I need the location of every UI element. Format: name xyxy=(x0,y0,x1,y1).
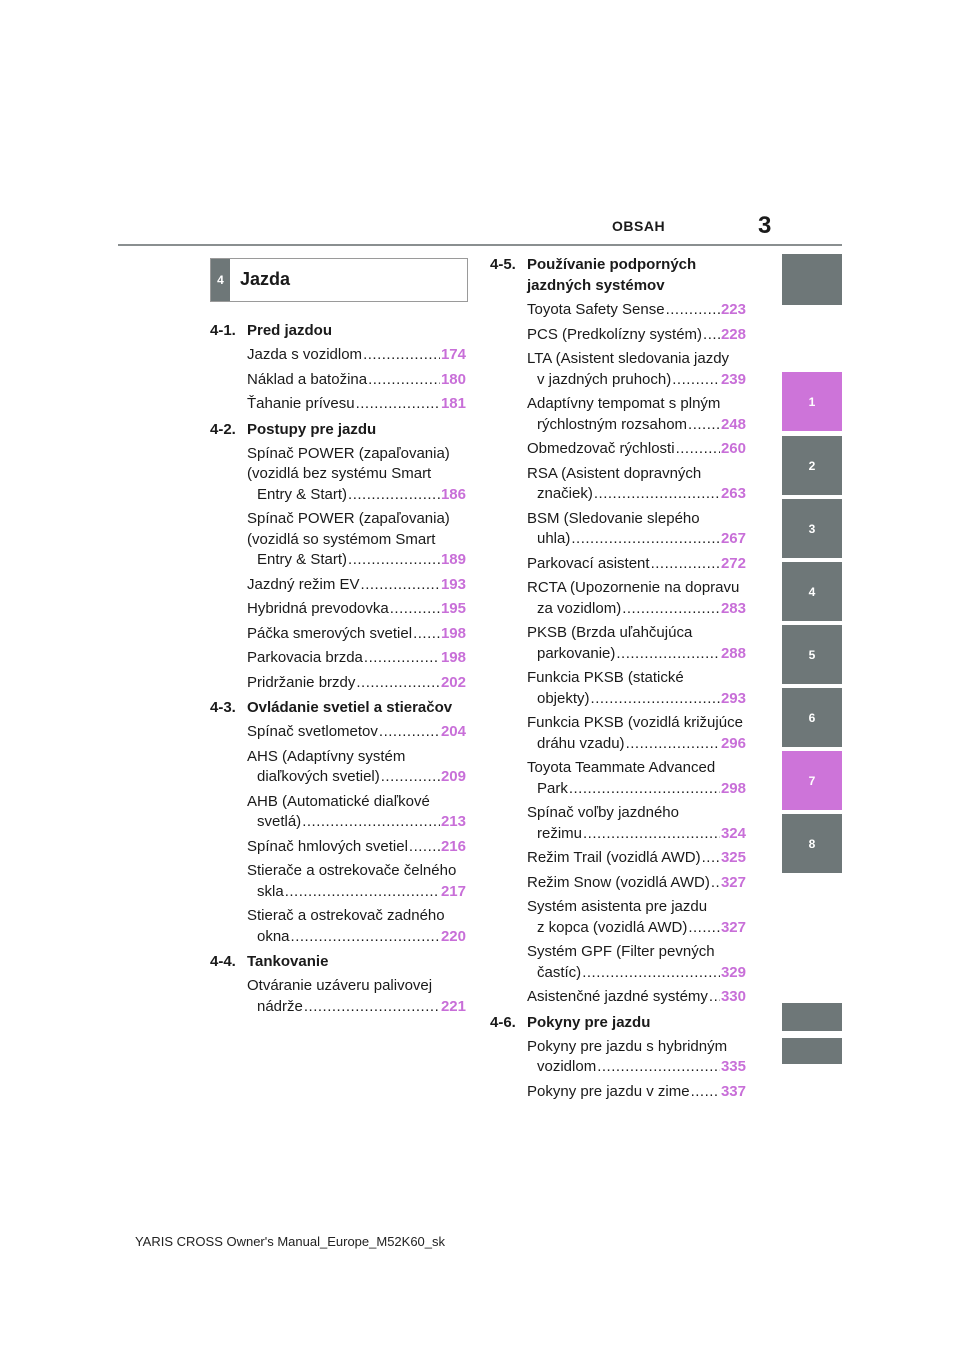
toc-entry[interactable] xyxy=(490,803,746,844)
entry-line xyxy=(527,1082,746,1103)
toc-entry[interactable] xyxy=(210,792,466,833)
toc-section xyxy=(490,254,746,296)
toc-entry[interactable] xyxy=(490,1037,746,1078)
page-link[interactable]: 180 xyxy=(440,370,466,388)
entry-text: Náklad a batožina xyxy=(247,370,368,388)
page-link[interactable]: 298 xyxy=(720,779,746,797)
toc-entry[interactable] xyxy=(210,722,466,743)
section-title: Pred jazdou xyxy=(247,322,333,339)
page-link[interactable]: 335 xyxy=(720,1058,746,1075)
toc-entry[interactable] xyxy=(490,300,746,321)
dot-leader xyxy=(651,554,720,575)
dot-leader xyxy=(616,644,720,665)
toc-entry[interactable] xyxy=(490,394,746,435)
toc-entry[interactable] xyxy=(210,370,466,391)
entry-text-line: Funkcia PKSB (vozidlá križujúce xyxy=(527,714,743,731)
chapter-tab-4[interactable]: 4 xyxy=(782,562,842,621)
page-link[interactable]: 288 xyxy=(720,644,746,662)
chapter-tab-1[interactable]: 1 xyxy=(782,372,842,431)
page-link[interactable]: 193 xyxy=(440,575,466,593)
page-link[interactable]: 198 xyxy=(440,624,466,642)
entry-text: častíc) xyxy=(537,963,582,981)
dot-leader xyxy=(582,963,720,984)
entry-text-line: Systém asistenta pre jazdu xyxy=(527,898,708,915)
entry-line xyxy=(527,529,746,550)
section-number: 4-5. xyxy=(490,256,516,273)
entry-text: Spínač svetlometov xyxy=(247,723,378,740)
toc-entry[interactable] xyxy=(490,509,746,550)
toc-entry[interactable] xyxy=(490,439,746,460)
entry-text: Režim Trail (vozidlá AWD) xyxy=(527,849,701,866)
section-number: 4-1. xyxy=(210,322,236,339)
entry-line xyxy=(247,882,466,903)
toc-entry[interactable] xyxy=(210,861,466,902)
section-title: Tankovanie xyxy=(247,953,329,970)
entry-line xyxy=(247,394,466,415)
page-link[interactable]: 189 xyxy=(440,551,466,568)
page-link[interactable]: 324 xyxy=(720,824,746,842)
page-link[interactable]: 263 xyxy=(720,485,746,502)
page-link[interactable]: 181 xyxy=(440,395,466,412)
entry-line xyxy=(527,779,746,800)
page-link[interactable]: 327 xyxy=(720,918,746,936)
header-divider xyxy=(118,244,842,246)
dot-leader xyxy=(356,394,440,415)
entry-text: parkovanie) xyxy=(537,644,616,662)
toc-entry[interactable] xyxy=(490,325,746,346)
entry-line xyxy=(527,987,746,1008)
entry-line xyxy=(527,689,746,710)
page-link[interactable]: 204 xyxy=(440,723,466,740)
entry-line xyxy=(247,345,466,366)
entry-text: Parkovací asistent xyxy=(527,554,650,572)
chapter-tab-7[interactable]: 7 xyxy=(782,751,842,810)
entry-line xyxy=(527,370,746,391)
toc-entry[interactable] xyxy=(210,444,466,506)
toc-entry[interactable] xyxy=(210,509,466,571)
entry-text: Hybridná prevodovka xyxy=(247,600,389,617)
entry-line xyxy=(247,927,466,948)
entry-text: rýchlostným rozsahom xyxy=(537,415,688,433)
toc-entry[interactable] xyxy=(210,976,466,1017)
entry-line xyxy=(527,300,746,321)
entry-line xyxy=(247,812,466,833)
entry-text: Páčka smerových svetiel xyxy=(247,624,413,642)
toc-entry[interactable] xyxy=(490,848,746,869)
chapter-heading xyxy=(210,258,468,302)
chapter-tab-2[interactable]: 2 xyxy=(782,436,842,495)
toc-section xyxy=(210,320,466,341)
dot-leader xyxy=(597,1057,720,1078)
entry-line xyxy=(527,734,746,755)
toc-entry[interactable] xyxy=(490,897,746,938)
entry-text: vozidlom xyxy=(537,1058,597,1075)
chapter-tab-8[interactable]: 8 xyxy=(782,814,842,873)
dot-leader xyxy=(688,415,720,436)
entry-text: Entry & Start) xyxy=(257,551,348,568)
dot-leader xyxy=(361,575,440,596)
page-link[interactable]: 296 xyxy=(720,734,746,752)
section-title: Postupy pre jazdu xyxy=(247,420,377,438)
page-link[interactable]: 186 xyxy=(440,485,466,503)
page-link[interactable]: 195 xyxy=(440,600,466,617)
page-link[interactable]: 239 xyxy=(720,370,746,388)
chapter-tab-5[interactable]: 5 xyxy=(782,625,842,684)
entry-text: Entry & Start) xyxy=(257,485,348,503)
toc-right-column xyxy=(490,254,746,1106)
dot-leader xyxy=(363,345,440,366)
section-number: 4-2. xyxy=(210,420,236,438)
page-link[interactable]: 327 xyxy=(720,873,746,891)
entry-line xyxy=(527,1057,746,1078)
toc-entry[interactable] xyxy=(490,464,746,505)
entry-text: Parkovacia brzda xyxy=(247,649,363,666)
dot-leader xyxy=(672,370,720,391)
toc-section xyxy=(210,697,466,718)
entry-text-line: RSA (Asistent dopravných xyxy=(527,464,702,482)
entry-text-line: (vozidlá so systémom Smart xyxy=(247,530,436,548)
page-link[interactable]: 220 xyxy=(440,927,466,945)
toc-entry[interactable] xyxy=(210,575,466,596)
toc-entry[interactable] xyxy=(210,837,466,858)
toc-entry[interactable] xyxy=(490,668,746,709)
page-link[interactable]: 216 xyxy=(440,837,466,855)
dot-leader xyxy=(368,370,440,391)
entry-text: Režim Snow (vozidlá AWD) xyxy=(527,873,710,891)
page-link[interactable]: 213 xyxy=(440,813,466,830)
toc-entry[interactable] xyxy=(210,673,466,694)
dot-leader xyxy=(285,882,440,903)
page-link[interactable]: 198 xyxy=(440,649,466,666)
entry-line xyxy=(247,624,466,645)
entry-line xyxy=(527,963,746,984)
toc-entry[interactable] xyxy=(210,648,466,669)
page-link[interactable]: 272 xyxy=(720,554,746,572)
page-link[interactable]: 267 xyxy=(720,530,746,547)
dot-leader xyxy=(569,779,720,800)
entry-text-line: PKSB (Brzda uľahčujúca xyxy=(527,624,693,641)
entry-text-line: RCTA (Upozornenie na dopravu xyxy=(527,579,740,596)
dot-leader xyxy=(348,550,440,571)
entry-line xyxy=(247,997,466,1018)
toc-entry[interactable] xyxy=(490,349,746,390)
entry-text: za vozidlom) xyxy=(537,599,622,617)
dot-leader xyxy=(594,484,720,505)
entry-text: svetlá) xyxy=(257,813,302,830)
toc-entry[interactable] xyxy=(490,987,746,1008)
entry-text-line: Pokyny pre jazdu s hybridným xyxy=(527,1037,728,1055)
entry-text-line: LTA (Asistent sledovania jazdy xyxy=(527,350,730,367)
entry-line xyxy=(527,439,746,460)
dot-leader xyxy=(709,987,720,1008)
page-link[interactable]: 325 xyxy=(720,849,746,866)
section-title: Pokyny pre jazdu xyxy=(527,1013,651,1031)
dot-leader xyxy=(348,485,440,506)
dot-leader xyxy=(571,529,720,550)
dot-leader xyxy=(626,734,720,755)
toc-section xyxy=(490,1012,746,1033)
entry-line xyxy=(247,722,466,743)
entry-text-line: Toyota Teammate Advanced xyxy=(527,759,716,776)
entry-text-line: (vozidlá bez systému Smart xyxy=(247,465,432,482)
section-title: Ovládanie svetiel a stieračov xyxy=(247,699,453,716)
dot-leader xyxy=(666,300,720,321)
entry-line xyxy=(527,873,746,894)
toc-section xyxy=(210,951,466,972)
toc-entry[interactable] xyxy=(490,578,746,619)
entry-text: objekty) xyxy=(537,689,590,707)
toc-entry[interactable] xyxy=(490,623,746,664)
entry-text: Ťahanie prívesu xyxy=(247,395,355,412)
dot-leader xyxy=(688,918,720,939)
chapter-tab-blank[interactable] xyxy=(782,254,842,305)
entry-text: Jazdný režim EV xyxy=(247,575,360,593)
entry-text-line: Systém GPF (Filter pevných xyxy=(527,943,715,960)
page-link[interactable]: 223 xyxy=(720,301,746,318)
chapter-tab-6[interactable]: 6 xyxy=(782,688,842,747)
section-number: 4-6. xyxy=(490,1013,516,1031)
entry-line xyxy=(247,485,466,506)
dot-leader xyxy=(711,873,720,894)
page-link[interactable]: 228 xyxy=(720,325,746,343)
page-link[interactable]: 283 xyxy=(720,599,746,617)
entry-text: Park xyxy=(537,779,568,797)
entry-text-line: Spínač POWER (zapaľovania) xyxy=(247,444,450,462)
section-number: 4-4. xyxy=(210,953,236,970)
entry-line xyxy=(247,370,466,391)
page-link[interactable]: 337 xyxy=(720,1082,746,1100)
dot-leader xyxy=(703,325,720,346)
entry-text: Obmedzovač rýchlosti xyxy=(527,440,675,457)
page-link[interactable]: 202 xyxy=(440,673,466,691)
entry-text: režimu xyxy=(537,824,583,842)
section-title: Používanie podporných jazdných systémov xyxy=(527,256,697,294)
entry-text-line: BSM (Sledovanie slepého xyxy=(527,509,700,527)
entry-text: značiek) xyxy=(537,485,593,502)
entry-text-line: AHS (Adaptívny systém xyxy=(247,747,406,765)
entry-text-line: Stierače a ostrekovače čelného xyxy=(247,862,457,879)
toc-entry[interactable] xyxy=(210,906,466,947)
entry-text-line: Adaptívny tempomat s plným xyxy=(527,395,721,412)
entry-line xyxy=(247,550,466,571)
toc-left-column xyxy=(210,320,466,1021)
entry-text: Pokyny pre jazdu v zime xyxy=(527,1082,690,1100)
page-link[interactable]: 248 xyxy=(720,415,746,433)
section-number: 4-3. xyxy=(210,699,236,716)
toc-entry[interactable] xyxy=(490,873,746,894)
entry-text: z kopca (vozidlá AWD) xyxy=(537,918,688,936)
footer xyxy=(0,1234,960,1249)
dot-leader xyxy=(676,439,720,460)
entry-line xyxy=(527,554,746,575)
entry-line xyxy=(527,848,746,869)
dot-leader xyxy=(691,1082,720,1103)
entry-line xyxy=(247,673,466,694)
entry-line xyxy=(527,918,746,939)
toc-entry[interactable] xyxy=(490,1082,746,1103)
entry-text: skla xyxy=(257,882,284,900)
chapter-tab-blank[interactable] xyxy=(782,1003,842,1031)
entry-line xyxy=(527,824,746,845)
chapter-tab-blank[interactable] xyxy=(782,1038,842,1064)
page-link[interactable]: 217 xyxy=(440,882,466,900)
dot-leader xyxy=(302,812,440,833)
page-link[interactable]: 174 xyxy=(440,346,466,363)
entry-text-line: Spínač POWER (zapaľovania) xyxy=(247,510,450,527)
page-link[interactable]: 209 xyxy=(440,768,466,785)
chapter-number: 4 xyxy=(211,259,230,301)
entry-text-line: Spínač voľby jazdného xyxy=(527,804,679,821)
dot-leader xyxy=(390,599,440,620)
dot-leader xyxy=(409,837,440,858)
toc-entry[interactable] xyxy=(490,713,746,754)
entry-text-line: Funkcia PKSB (statické xyxy=(527,669,684,686)
dot-leader xyxy=(364,648,440,669)
dot-leader xyxy=(413,624,440,645)
entry-line xyxy=(527,484,746,505)
entry-text: diaľkových svetiel) xyxy=(257,768,380,785)
entry-line xyxy=(247,837,466,858)
dot-leader xyxy=(622,599,720,620)
entry-text: dráhu vzadu) xyxy=(537,734,625,752)
footer-text: YARIS CROSS Owner's Manual_Europe_M52K60_sk xyxy=(134,1234,446,1249)
toc-entry[interactable] xyxy=(210,394,466,415)
page-link[interactable]: 293 xyxy=(720,689,746,707)
dot-leader xyxy=(583,824,720,845)
entry-line xyxy=(247,767,466,788)
entry-text: Toyota Safety Sense xyxy=(527,301,665,318)
page-link[interactable]: 260 xyxy=(720,440,746,457)
header-title: OBSAH xyxy=(612,218,666,234)
page-link[interactable]: 221 xyxy=(440,997,466,1015)
toc-entry[interactable] xyxy=(490,758,746,799)
entry-text: Asistenčné jazdné systémy xyxy=(527,988,708,1005)
entry-text-line: Stierač a ostrekovač zadného xyxy=(247,907,445,924)
entry-text: okna xyxy=(257,927,290,945)
toc-entry[interactable] xyxy=(210,747,466,788)
dot-leader xyxy=(702,848,720,869)
entry-line xyxy=(247,648,466,669)
toc-section xyxy=(210,419,466,440)
dot-leader xyxy=(356,673,440,694)
toc-entry[interactable] xyxy=(210,599,466,620)
entry-text: nádrže xyxy=(257,997,303,1015)
dot-leader xyxy=(291,927,440,948)
entry-text-line: AHB (Automatické diaľkové xyxy=(247,792,430,810)
entry-line xyxy=(527,325,746,346)
entry-line xyxy=(527,415,746,436)
chapter-tab-3[interactable]: 3 xyxy=(782,499,842,558)
entry-text-line: Otváranie uzáveru palivovej xyxy=(247,977,433,994)
toc-entry[interactable] xyxy=(210,624,466,645)
entry-line xyxy=(247,599,466,620)
toc-entry[interactable] xyxy=(210,345,466,366)
entry-line xyxy=(247,575,466,596)
chapter-title: Jazda xyxy=(240,269,291,289)
dot-leader xyxy=(381,767,440,788)
entry-text: Spínač hmlových svetiel xyxy=(247,837,408,855)
toc-entry[interactable] xyxy=(490,942,746,983)
page-number: 3 xyxy=(758,212,772,239)
entry-text: Jazda s vozidlom xyxy=(247,346,363,363)
dot-leader xyxy=(379,722,440,743)
entry-text: PCS (Predkolízny systém) xyxy=(527,325,703,343)
page-link[interactable]: 329 xyxy=(720,963,746,981)
page-link[interactable]: 330 xyxy=(720,988,746,1005)
dot-leader xyxy=(304,997,440,1018)
entry-text: v jazdných pruhoch) xyxy=(537,370,672,388)
entry-text: uhla) xyxy=(537,530,571,547)
entry-line xyxy=(527,599,746,620)
entry-text: Pridržanie brzdy xyxy=(247,673,356,691)
dot-leader xyxy=(591,689,720,710)
toc-entry[interactable] xyxy=(490,554,746,575)
entry-line xyxy=(527,644,746,665)
